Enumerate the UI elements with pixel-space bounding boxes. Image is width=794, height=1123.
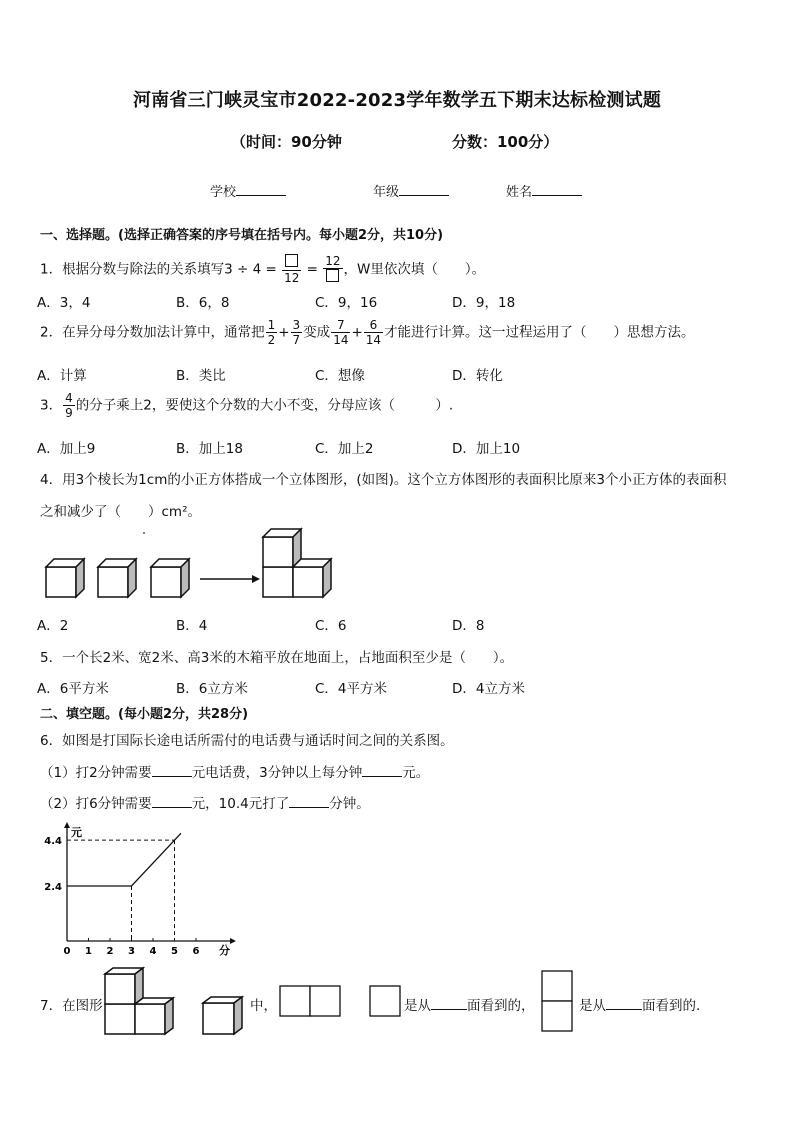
question-7-mid: 是从 面看到的， [404,998,535,1014]
x-axis-label: 分 [219,944,230,957]
q5-option-b: B．6立方米 [176,681,248,697]
q7-view-two-squares [279,985,343,1019]
q1-option-b: B．6，8 [176,295,230,311]
q2-option-a: A．计算 [37,368,87,384]
x-tick-label: 2 [106,946,114,957]
question-6: 6．如图是打国际长途电话所需付的电话费与通话时间之间的关系图。 [40,733,454,749]
q4-option-d: D．8 [452,618,485,634]
phone-fee-chart [30,818,240,960]
question-7-end: 是从 面看到的. [579,998,701,1014]
q4-option-a: A．2 [37,618,69,634]
x-tick-label: 1 [85,946,92,957]
q2-option-b: B．类比 [176,368,226,384]
q4-option-b: B．4 [176,618,208,634]
arrow-right-icon [200,575,260,583]
school-field: 学校 [210,181,286,200]
y-axis-arrow-icon [64,822,70,828]
q7-view-one-square [369,985,403,1019]
blank-square-icon [326,269,339,282]
q1-option-c: C．9，16 [315,295,378,311]
q1-option-a: A．3，4 [37,295,91,311]
q4-option-c: C．6 [315,618,347,634]
x-tick-label: 6 [192,946,200,957]
blank-square-icon [285,254,298,267]
question-7-prefix: 7．在图形 [40,998,103,1014]
q7-view-two-stacked [541,970,575,1034]
question-4-line-2: 之和减少了（ ）cm²。 [40,504,201,520]
y-axis-label: 元 [71,826,82,839]
q2-option-c: C．想像 [315,368,365,384]
question-5: 5．一个长2米、宽2米、高3米的木箱平放在地面上，占地面积至少是（ ）。 [40,650,514,666]
time-label: （时间：90分钟 [231,133,342,151]
question-3: 3． $\frac{4}{9}$ 的分子乘上2，要使这个分数的大小不变，分母应该（ ）. [40,391,454,420]
cube-icon [98,559,136,597]
q3-option-c: C．加上2 [315,441,374,457]
cube-icon [46,559,84,597]
q5-option-d: D．4立方米 [452,681,525,697]
x-tick-label: 4 [149,946,157,957]
q1-option-d: D．9，18 [452,295,516,311]
question-4-line-1: 4．用3个棱长为1cm的小正方体搭成一个立体图形，(如图)。这个立方体图形的表面积比原来3个小正方体的表面积 [40,472,727,488]
question-7-comma: 中， [250,998,277,1014]
section-fill-heading: 二、填空题。(每小题2分，共28分) [40,707,249,722]
score-label: 分数：100分） [452,133,559,151]
y-tick-label: 4.4 [44,836,62,848]
q7-single-cube [200,993,248,1037]
x-axis-arrow-icon [230,938,236,944]
cubes-figure [40,525,360,605]
section-choice-heading: 一、选择题。(选择正确答案的序号填在括号内。每小题2分，共10分) [40,228,444,243]
x-tick-label: 3 [128,946,135,957]
combined-cubes-figure [263,529,331,597]
q2-option-d: D．转化 [452,368,503,384]
q5-option-c: C．4平方米 [315,681,388,697]
q3-option-b: B．加上18 [176,441,243,457]
x-tick-label: 5 [171,946,178,957]
question-6-part-1: （1）打2分钟需要 元电话费，3分钟以上每分钟 元。 [40,765,430,781]
question-6-part-2: （2）打6分钟需要 元，10.4元打了 分钟。 [40,796,370,812]
q5-option-a: A．6平方米 [37,681,109,697]
x-tick-label: 0 [63,946,71,957]
question-2: 2．在异分母分数加法计算中，通常把 $\frac{1}{2}$ + $\frac{3}{7}$ 变成 $\frac{7}{14}$ + $\frac{6}{14}$ 才能进行计算。这一过程运用了（ ）思想方法。 [40,318,695,347]
q3-option-a: A．加上9 [37,441,96,457]
series-line [67,833,181,886]
q3-option-d: D．加上10 [452,441,521,457]
name-field: 姓名 [506,181,582,200]
grade-field: 年级 [373,181,449,200]
question-1: 1．根据分数与除法的关系填写3 ÷ 4 = 12 = 12 ，W里依次填（ ）。 [40,254,486,285]
q7-3d-figure [102,966,182,1038]
cube-icon [151,559,189,597]
y-tick-label: 2.4 [44,882,62,893]
page-title: 河南省三门峡灵宝市2022-2023学年数学五下期末达标检测试题 [132,90,662,111]
